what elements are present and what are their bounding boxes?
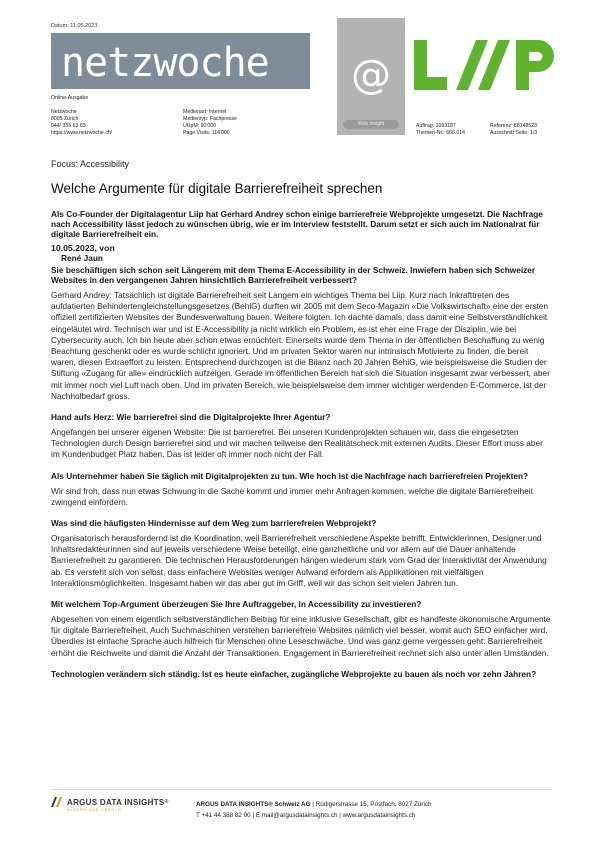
article-body xyxy=(51,265,551,684)
interview-question: Mit welchem Top-Argument überzeugen Sie Ihre Auftraggeber, in Accessibility zu investieren? xyxy=(51,599,422,610)
footer-company: ARGUS DATA INSIGHTS® Schweiz AG xyxy=(196,801,311,808)
interview-question: Sie beschäftigen sich schon seit Längerem mit dem Thema E-Accessibility in der Schweiz. Inwiefern haben sich Schweizer Websites in den vergangenen Jahren hinsichtlich Barrierefreiheit verbessert? xyxy=(51,265,536,285)
argus-brand: ARGUS DATA INSIGHTS xyxy=(67,797,165,807)
netzwoche-logo-text: netzwoche xyxy=(61,40,269,86)
order-line: Themen-Nr.: 666.014 xyxy=(416,130,466,136)
reference-line: Referenz: 88148523 xyxy=(490,123,538,129)
interview-question: Technologien verändern sich ständig. Ist es heute einfacher, zugängliche Webprojekte zu bauen als noch vor zehn Jahren? xyxy=(51,668,537,679)
interview-answer: Organisatorisch herausfordernd ist die Koordination, weil Barrierefreiheit verschiedene Aspekte betrifft. Entwicklerinnen, Designer und Inhaltsredakteurinnen sind auf jeweils verschiedene Weise beteiligt, eine ganzheitliche und vor allem auf die Dauer anhaltende Barrierefreiheit zu garantieren. Die technischen Herausforderungen hängen wiederum stark vom Grad der Interaktivität der Anwendung ab. Es versteht sich von selbst, dass einfachere Websites weniger Aufwand erfordern als Applikationen mit vielfältigen Interaktionsmöglichkeiten. Insgesamt haben wir das aber gut im Griff, weil wir das schon seit vielen Jahren tun. xyxy=(51,533,547,588)
article-dateline: 10.05.2023, von xyxy=(51,243,115,253)
argus-reg-mark: ® xyxy=(164,799,169,805)
interview-question: Was sind die häufigsten Hindernisse auf dem Weg zum barrierefreien Webprojekt? xyxy=(51,518,377,529)
footer-address: Rüdigerstrasse 15, Postfach, 8027 Zürich xyxy=(315,801,432,808)
liip-logo xyxy=(412,36,562,98)
argus-mark-icon xyxy=(51,797,63,807)
interview-question: Als Unternehmer haben Sie täglich mit Digitalprojekten zu tun. Wie hoch ist die Nachfrage nach barrierefreien Projekten? xyxy=(51,470,529,481)
interview-answer: Gerhard Andrey: Tatsächlich ist digitale Barrierefreiheit seit Langem ein wichtiges Thema bei Liip. Kurz nach Inkrafttreten des aufdatierten Behindertengleichstellungsgesetzes (BehiG) durften wir 2005 mit dem Seco-Magazin «Die Volkswirtschaft» eine der ersten offiziell zertifizierten Websites der Bundesverwaltung bauen. Weitere folgten. Ich dachte damals, dass damit eine Selbstverständlichkeit eingeläutet wird. Technisch war und ist E-Accessibility ja nicht wirklich ein Problem, es ist eher eine Frage der Disziplin, wie bei Cybersecurity auch. Ich bin heute aber schon etwas ernüchtert. Einerseits wurde dem Thema in der öffentlichen Beschaffung zu wenig Beachtung geschenkt oder es wurde schlicht ignoriert. Und im privaten Sektor waren nur intrinsisch Motivierte zu finden, die bereit waren, diesen Extraeffort zu leisten. Entsprechend durchzogen ist die Bilanz nach 20 Jahren BehiG, wie beispielsweise die Studien der Stiftung «Zugang für alle» eindrücklich aufzeigen. Gerade im öffentlichen Bereich hat sich die Situation insgesamt zwar verbessert, aber mit immer noch viel Luft nach oben. Und im privaten Bereich, wie beispielsweise dem immer wichtiger werdenden E-Commerce, ist der Nachholbedarf gross. xyxy=(51,290,550,401)
footer-phone: T +41 44 388 82 00 xyxy=(196,812,251,819)
interview-answer: Wir sind froh, dass nun etwas Schwung in die Sache kommt und immer mehr Anfragen kommen, welche die digitale Barrierefreiheit zwingend einfordern. xyxy=(51,485,533,507)
media-line: UUpM: 90'000 xyxy=(183,123,216,129)
footer-email[interactable]: E mail@argusdatainsights.ch xyxy=(255,812,338,819)
media-line: Medienart: Internet xyxy=(183,109,227,115)
reference-line: Ausschnitt Seite: 1/3 xyxy=(490,130,538,136)
media-line: Medientyp: Fachpresse xyxy=(183,116,237,122)
footer-contact: ARGUS DATA INSIGHTS® Schweiz AG | Rüdigerstrasse 15, Postfach, 8027 Zürich T +41 44 388 82 00 | E mail@argusdatainsights.ch | www.argusdatainsights.ch xyxy=(196,801,432,819)
argus-logo xyxy=(51,797,169,807)
focus-label: Focus: Accessibility xyxy=(51,159,130,169)
footer-divider xyxy=(51,789,551,790)
liip-logo-graphic xyxy=(412,36,562,98)
at-icon: @ xyxy=(351,52,391,98)
web-insight-badge xyxy=(337,18,405,135)
netzwoche-logo xyxy=(51,33,310,89)
article-lead: Als Co-Founder der Digitalagentur Liip hat Gerhard Andrey schon einige barrierefreie Webprojekte umgesetzt. Die Nachfrage nach Accessibility lässt jedoch zu wünschen übrig, wie er im Interview feststellt. Darum setzt er sich auch im Nationalrat für digitale Barrierefreiheit ein. xyxy=(51,209,543,239)
order-info xyxy=(416,123,465,137)
interview-question: Hand aufs Herz: Wie barrierefrei sind die Digitalprojekte Ihrer Agentur? xyxy=(51,412,331,423)
date-line: Datum: 11.05.2023 xyxy=(51,23,98,29)
interview-answer: Angefangen bei unserer eigenen Website: Die ist barrierefrei. Bei unseren Kundenprojekten schauen wir, dass die eingesetzten Technologien durch Design barrierefrei sind und wir machen teilweise den Realitätscheck mit externen Audits. Dieser Effort muss aber im Kundenbudget Platz haben. Das ist leider oft immer noch nicht der Fall. xyxy=(51,427,543,460)
reference-info xyxy=(490,123,537,137)
article-title: Welche Argumente für digitale Barrierefreiheit sprechen xyxy=(51,181,383,196)
argus-tagline: WISSEN UND ERFOLG xyxy=(67,808,122,812)
publisher-info xyxy=(51,109,112,137)
publisher-line: Netzwoche xyxy=(51,109,77,115)
footer-web[interactable]: www.argusdatainsights.ch xyxy=(342,812,416,819)
web-insight-label: Web Insight xyxy=(343,120,399,129)
publisher-line: 044/ 355 63 63 xyxy=(51,123,86,129)
publisher-line: 8005 Zürich xyxy=(51,116,79,122)
article-author: René Jaun xyxy=(61,253,103,263)
media-line: Page Visits: 114'000 xyxy=(183,130,230,136)
order-line: Auftrag: 1093187 xyxy=(416,123,456,129)
edition-label: Online-Ausgabe xyxy=(51,95,89,101)
publisher-url[interactable]: https://www.netzwoche.ch/ xyxy=(51,130,113,136)
interview-answer: Abgesehen von einem eigentlich selbstverständlichen Beitrag für eine inklusive Gesellschaft, gibt es handfeste ökonomische Argumente für digitale Barrierefreiheit. Auch Suchmaschinen verstehen barrierefreie Websites nämlich viel besser, womit auch SEO einfacher wird. Überdies ist einfache Sprache auch hilfreich für Menschen ohne Leseschwäche. Und was ganz gerne vergessen geht: Barrierefreiheit erhöht die Reichweite und damit die Anzahl der Transaktionen. Engagement in Barrierefreiheit rechnet sich also unter allen Umständen. xyxy=(51,614,551,658)
media-info xyxy=(183,109,237,137)
